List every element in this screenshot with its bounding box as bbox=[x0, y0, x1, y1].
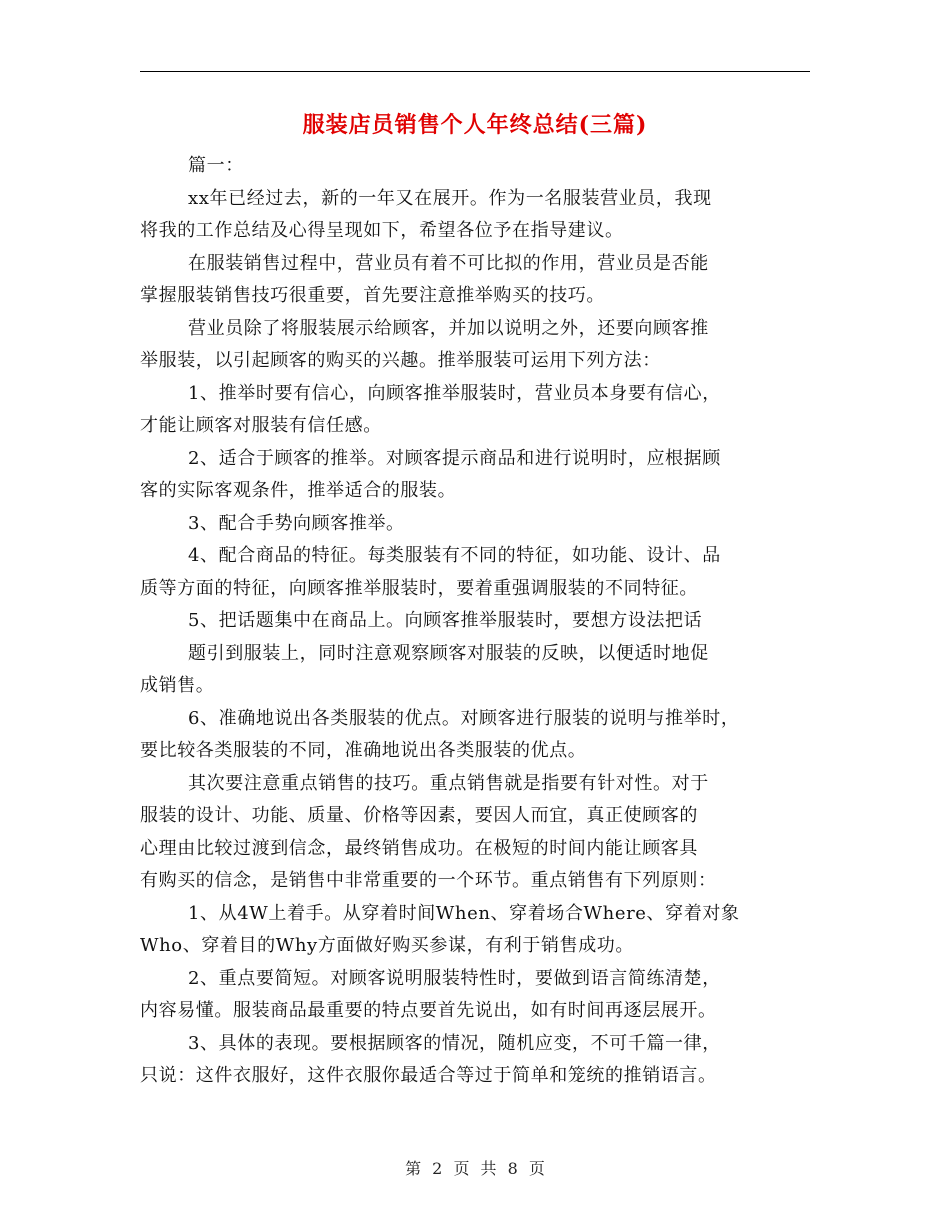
text-line: 质等方面的特征，向顾客推举服装时，要着重强调服装的不同特征。 bbox=[140, 577, 698, 599]
text-line: 5、把话题集中在商品上。向顾客推举服装时，要想方设法把话 bbox=[188, 610, 703, 631]
page-number-footer: 第 2 页 共 8 页 bbox=[405, 1159, 545, 1178]
text-line: 其次要注意重点销售的技巧。重点销售就是指要有针对性。对于 bbox=[188, 772, 709, 794]
text-line: 2、重点要简短。对顾客说明服装特性时，要做到语言简练清楚， bbox=[188, 967, 721, 989]
text-line: 心理由比较过渡到信念，最终销售成功。在极短的时间内能让顾客具 bbox=[140, 837, 698, 859]
text-line: 成销售。 bbox=[140, 675, 215, 696]
document-title: 服装店员销售个人年终总结(三篇) bbox=[302, 112, 648, 138]
text-line: 篇一： bbox=[188, 155, 244, 176]
text-line: 3、具体的表现。要根据顾客的情况，随机应变，不可千篇一律， bbox=[188, 1032, 721, 1054]
text-line: 在服装销售过程中，营业员有着不可比拟的作用，营业员是否能 bbox=[188, 252, 709, 274]
text-line: 只说：这件衣服好，这件衣服你最适合等过于简单和笼统的推销语言。 bbox=[140, 1065, 717, 1086]
text-line: 6、准确地说出各类服装的优点。对顾客进行服装的说明与推举时， bbox=[188, 707, 740, 729]
text-line: 1、从4W上着手。从穿着时间When、穿着场合Where、穿着对象 bbox=[188, 902, 740, 924]
text-line: 将我的工作总结及心得呈现如下，希望各位予在指导建议。 bbox=[140, 220, 624, 241]
text-line: Who、穿着目的Why方面做好购买参谋，有利于销售成功。 bbox=[140, 935, 634, 956]
text-line: 题引到服装上，同时注意观察顾客对服装的反映，以便适时地促 bbox=[188, 642, 709, 664]
text-line: xx年已经过去，新的一年又在展开。作为一名服装营业员，我现 bbox=[188, 187, 712, 209]
text-line: 掌握服装销售技巧很重要，首先要注意推举购买的技巧。 bbox=[140, 285, 605, 306]
header-rule bbox=[140, 71, 810, 72]
text-line: 服装的设计、功能、质量、价格等因素，要因人而宜，真正使顾客的 bbox=[140, 805, 698, 826]
document-body bbox=[140, 150, 820, 1093]
text-line: 有购买的信念，是销售中非常重要的一个环节。重点销售有下列原则： bbox=[140, 870, 717, 891]
text-line: 营业员除了将服装展示给顾客，并加以说明之外，还要向顾客推 bbox=[188, 317, 709, 339]
text-line: 2、适合于顾客的推举。对顾客提示商品和进行说明时，应根据顾 bbox=[188, 447, 721, 469]
text-line: 内容易懂。服装商品最重要的特点要首先说出，如有时间再逐层展开。 bbox=[140, 1000, 717, 1021]
text-line: 4、配合商品的特征。每类服装有不同的特征，如功能、设计、品 bbox=[188, 545, 721, 566]
text-line: 要比较各类服装的不同，准确地说出各类服装的优点。 bbox=[140, 740, 587, 761]
text-line: 客的实际客观条件，推举适合的服装。 bbox=[140, 480, 457, 501]
text-line: 3、配合手势向顾客推举。 bbox=[188, 512, 405, 534]
text-line: 1、推举时要有信心，向顾客推举服装时，营业员本身要有信心， bbox=[188, 382, 721, 404]
text-line: 举服装，以引起顾客的购买的兴趣。推举服装可运用下列方法： bbox=[140, 350, 661, 371]
text-line: 才能让顾客对服装有信任感。 bbox=[140, 415, 382, 436]
